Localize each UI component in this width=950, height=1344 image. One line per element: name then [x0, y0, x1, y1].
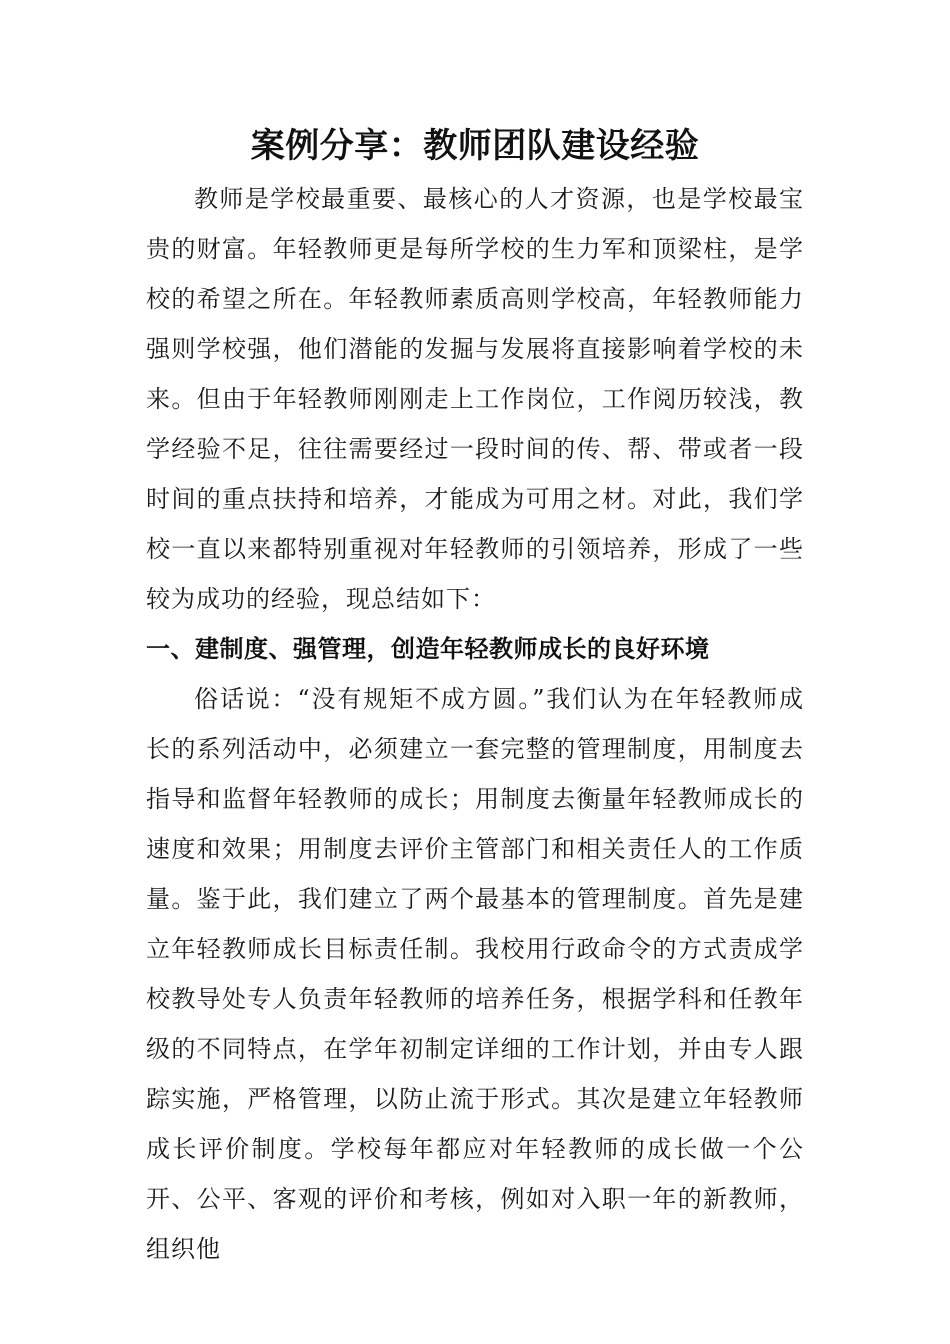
- body-paragraph: 俗话说：“没有规矩不成方圆。”我们认为在年轻教师成长的系列活动中，必须建立一套完整的管理制度，用制度去指导和监督年轻教师的成长；用制度去衡量年轻教师成长的速度和效果；用制度去评价主管部门和相关责任人的工作质量。鉴于此，我们建立了两个最基本的管理制度。首先是建立年轻教师成长目标责任制。我校用行政命令的方式责成学校教导处专人负责年轻教师的培养任务，根据学科和任教年级的不同特点，在学年初制定详细的工作计划，并由专人跟踪实施，严格管理，以防止流于形式。其次是建立年轻教师成长评价制度。学校每年都应对年轻教师的成长做一个公开、公平、客观的评价和考核，例如对入职一年的新教师，组织他: [146, 685, 804, 1263]
- section-heading: 一、建制度、强管理，创造年轻教师成长的良好环境: [146, 635, 710, 663]
- document-title: 案例分享：教师团队建设经验: [250, 126, 700, 166]
- document-page: [146, 118, 804, 1274]
- intro-paragraph: 教师是学校最重要、最核心的人才资源，也是学校最宝贵的财富。年轻教师更是每所学校的生力军和顶梁柱，是学校的希望之所在。年轻教师素质高则学校高，年轻教师能力强则学校强，他们潜能的发掘与发展将直接影响着学校的未来。但由于年轻教师刚刚走上工作岗位，工作阅历较浅，教学经验不足，往往需要经过一段时间的传、帮、带或者一段时间的重点扶持和培养，才能成为可用之材。对此，我们学校一直以来都特别重视对年轻教师的引领培养，形成了一些较为成功的经验，现总结如下：: [146, 185, 804, 613]
